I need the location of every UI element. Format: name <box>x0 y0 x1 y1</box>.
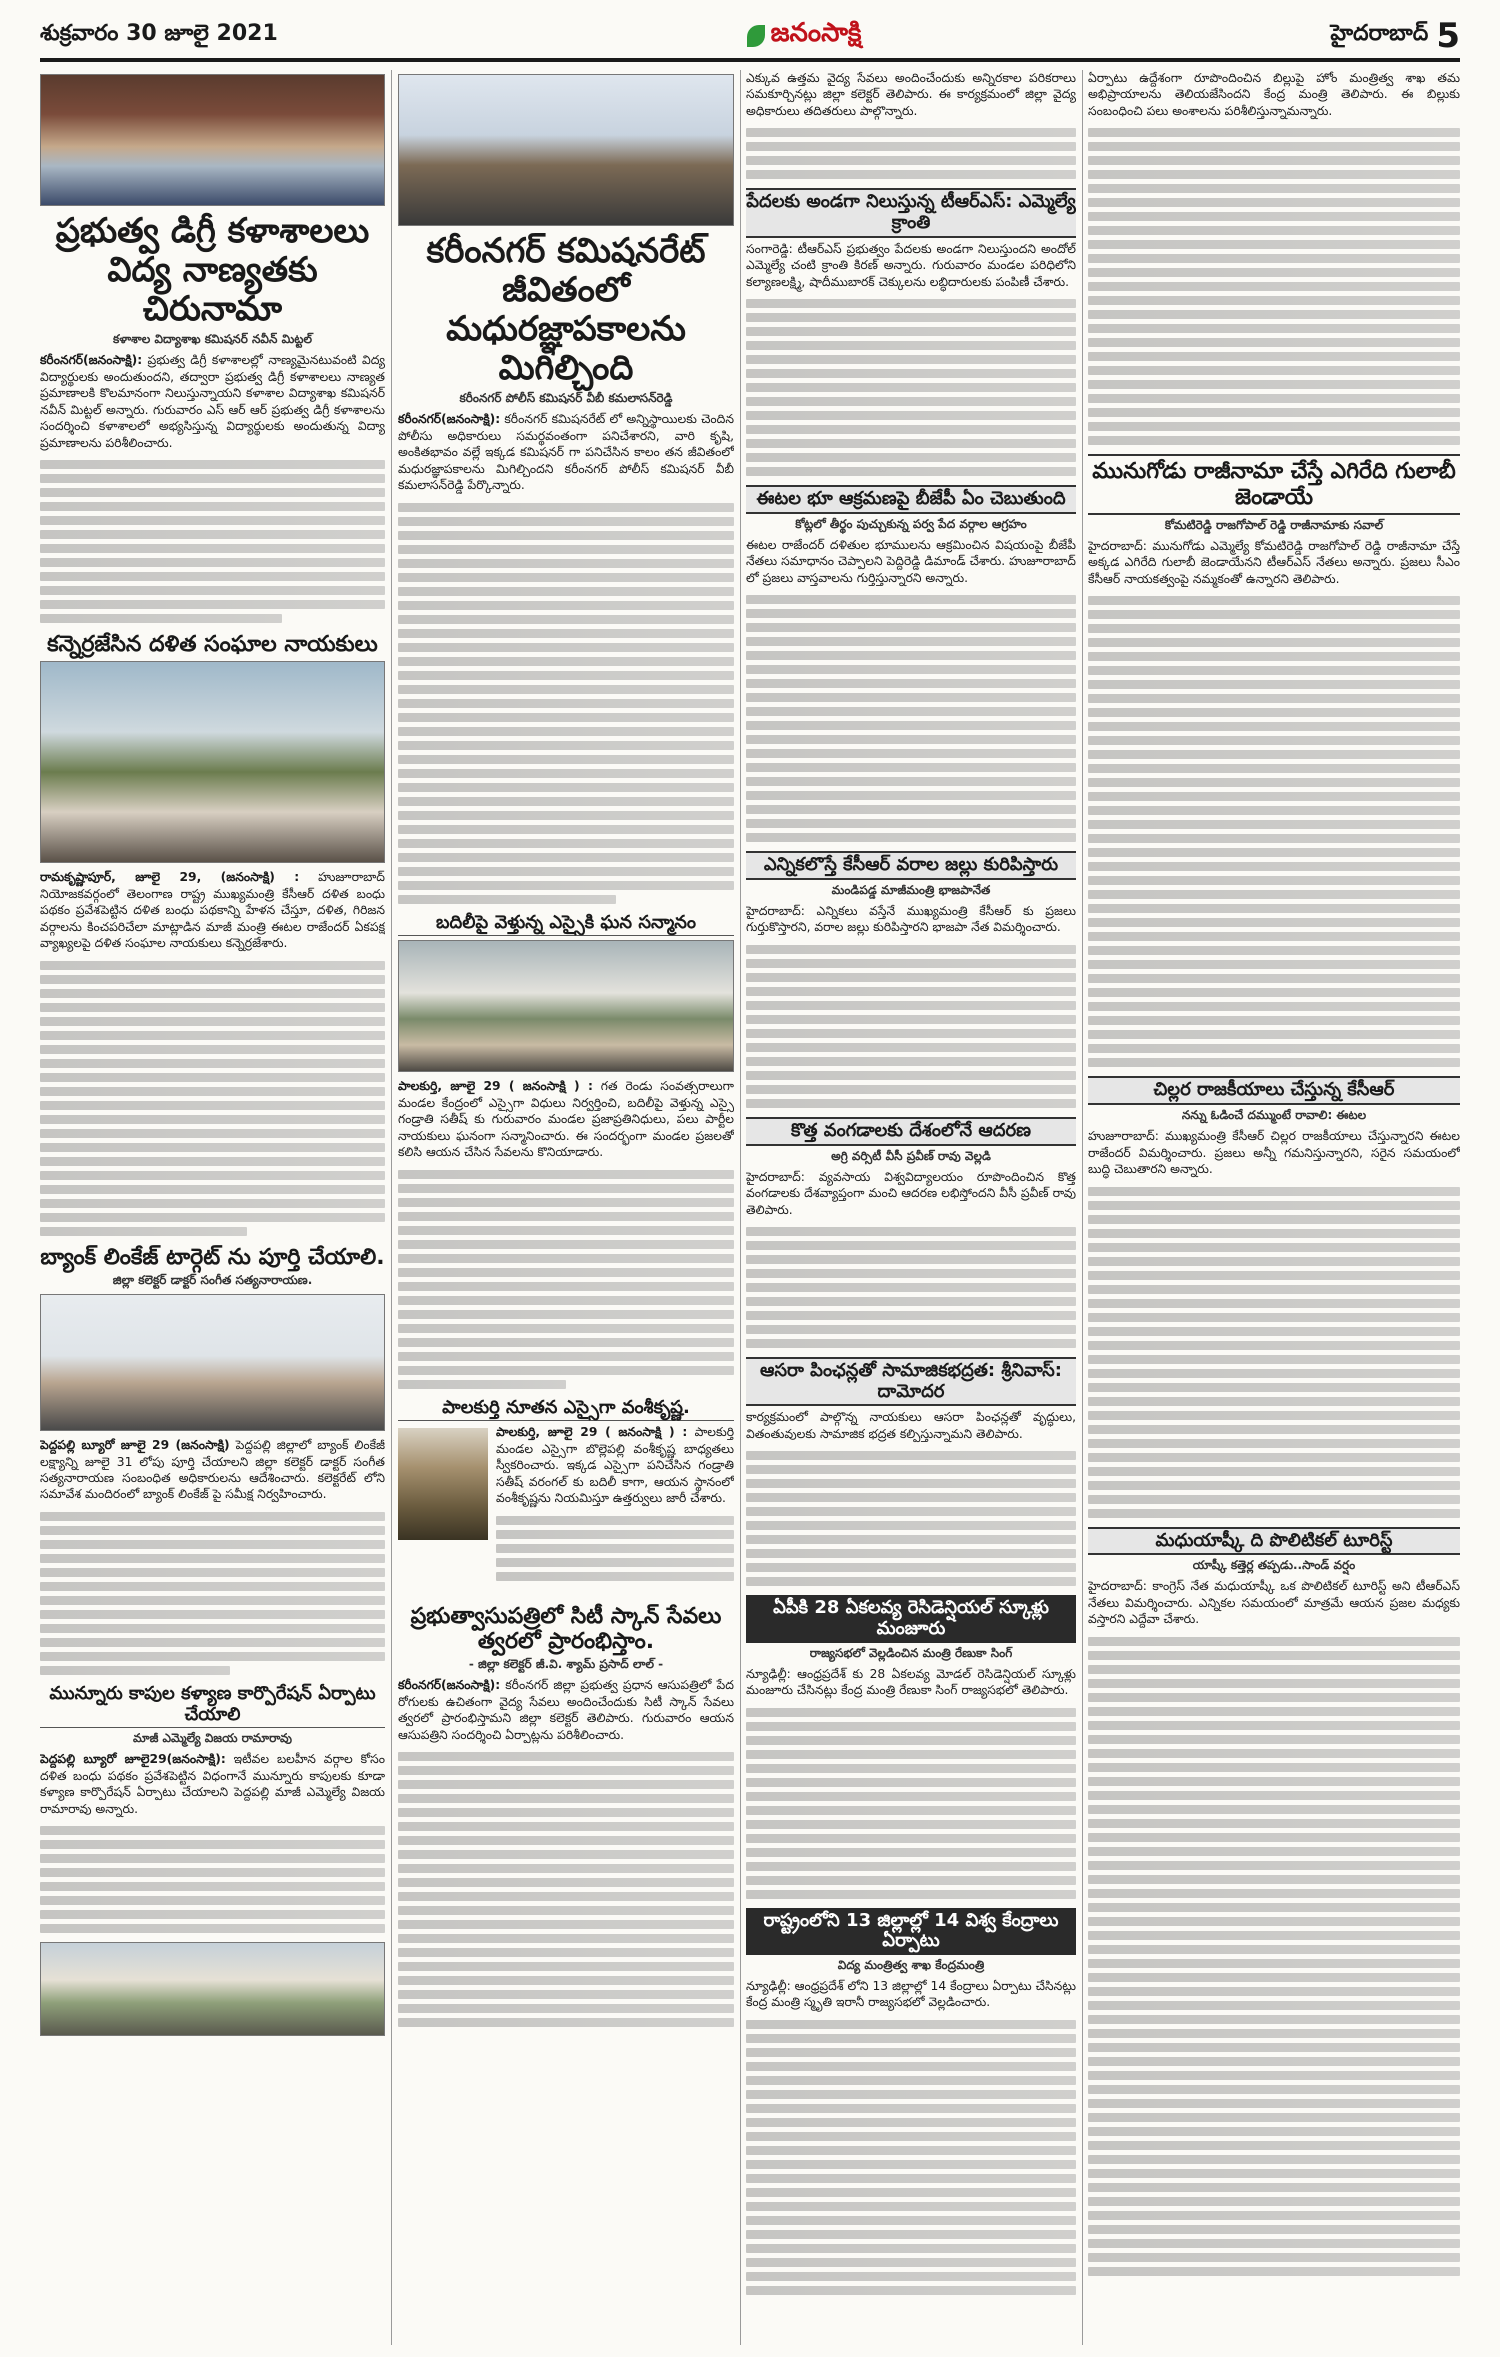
article-body <box>398 411 734 493</box>
article-body <box>40 1437 385 1503</box>
article-headline: మధుయాష్కీ ది పొలిటికల్ టూరిస్ట్ <box>1088 1527 1460 1556</box>
article-text: గత రెండు సంవత్సరాలుగా మండల కేంద్రంలో ఎస్సైగా విధులు నిర్వర్తించి, బదిలీపై వెళ్తున్న ఎస్సై గండ్రాతి సతీష్ కు గురువారం మండల ప్రజాప్రతినిధులు, పలు పార్టీల నాయకులు ఘనంగా సన్మానించారు. ఈ సందర్భంగా మండల ప్రజలతో కలిసి ఆయన చేసిన సేవలను కొనియాడారు. <box>398 1079 734 1160</box>
article-continuation <box>40 455 385 628</box>
article-headline: బ్యాంక్ లింకేజ్ టార్గెట్ ను పూర్తి చేయాలి. <box>40 1244 385 1270</box>
article-continuation <box>746 294 1076 481</box>
article-byline: మాజీ ఎమ్మెల్యే విజయ రామారావు <box>133 1731 292 1746</box>
article-body <box>398 1677 734 1743</box>
column-3 <box>746 70 1076 2345</box>
article-byline: యాష్కీ కత్తెర్ల తప్పడు..సాండ్ వర్షం <box>1192 1558 1356 1573</box>
article-text: హుజూరాబాద్ నియోజకవర్గంలో తెలంగాణ రాష్ట్ర ముఖ్యమంత్రి కేసీఆర్ దళిత బంధు పథకం ప్రవేశపెట్టిన దళిత బంధు పథకాన్ని హేళన చేస్తూ, దళిత, గిరిజన వర్గాలను కించపరిచేలా మాట్లాడిన మాజీ మంత్రి ఈటల రాజేందర్ ఏకపక్ష వ్యాఖ్యలపై దళిత సంఘాల నాయకులు కన్నెర్రజేశారు. <box>40 870 385 951</box>
article-text: ఎక్కువ ఉత్తమ వైద్య సేవలు అందించేందుకు అన్నిరకాల పరికరాలు సమకూర్చినట్లు జిల్లా కలెక్టర్ తెలిపారు. ఈ కార్యక్రమంలో జిల్లా వైద్య అధికారులు తదితరులు పాల్గొన్నారు. <box>746 71 1076 118</box>
article-text: హైదరాబాద్: కాంగ్రెస్ నేత మధుయాష్కీ ఒక పొలిటికల్ టూరిస్ట్ అని టీఆర్ఎస్ నేతలు విమర్శించారు. ఎన్నికల సమయంలో మాత్రమే ఆయన ప్రజల మధ్యకు వస్తారని ఎద్దేవా చేశారు. <box>1088 1579 1460 1627</box>
article-text: హుజూరాబాద్: ముఖ్యమంత్రి కేసీఆర్ చిల్లర రాజకీయాలు చేస్తున్నారని ఈటల రాజేందర్ విమర్శించారు. ప్రజలు అన్నీ గమనిస్తున్నారని, సరైన సమయంలో బుద్ధి చెబుతారని అన్నారు. <box>1088 1129 1460 1177</box>
article-headline: కొత్త వంగడాలకు దేశంలోనే ఆదరణ <box>746 1117 1076 1146</box>
edition-date: శుక్రవారం 30 జూలై 2021 <box>40 21 278 46</box>
article-text: సంగారెడ్డి: టీఆర్ఎస్ ప్రభుత్వం పేదలకు అండగా నిలుస్తుందని అందోల్ ఎమ్మెల్యే చంటి క్రాంతి కిరణ్ అన్నారు. గురువారం మండల పరిధిలోని కల్యాణలక్ష్మి, షాదీముబారక్ చెక్కులను లబ్ధిదారులకు పంపిణీ చేశారు. <box>746 241 1076 289</box>
article-headline: ఎన్నికలొస్తే కేసీఆర్ వరాల జల్లు కురిపిస్తారు <box>746 851 1076 880</box>
article-dateline: పాలకుర్తి, జూలై 29 ( జనంసాక్షి ) : <box>398 1079 593 1094</box>
column-divider <box>740 70 741 2345</box>
article-byline: నన్ను ఓడించే దమ్ముంటే రావాలి: ఈటల <box>1181 1108 1367 1123</box>
article-continuation <box>746 2015 1076 2300</box>
article-body <box>398 1078 734 1160</box>
article-body <box>40 1751 385 1817</box>
article-body <box>40 352 385 451</box>
article-text: ఇటీవల బలహీన వర్గాల కోసం దళిత బంధు పథకం ప్రవేశపెట్టిన విధంగానే మున్నూరు కాపులకు కూడా కళ్యాణ కార్పొరేషన్ ఏర్పాటు చేయాలని పెద్దపల్లి మాజీ ఎమ్మెల్యే విజయ రామారావు అన్నారు. <box>40 1752 385 1816</box>
article-dateline: పాలకుర్తి, జూలై 29 ( జనంసాక్షి ) : <box>496 1425 688 1440</box>
page-number: 5 <box>1436 16 1460 56</box>
article-continuation <box>398 498 734 909</box>
article-headline: కన్నెర్రజేసిన దళిత సంఘాల నాయకులు <box>47 632 378 658</box>
article-headline: పేదలకు అండగా నిలుస్తున్న టీఆర్ఎస్: ఎమ్మెల్యే క్రాంతి <box>746 188 1076 237</box>
column-1 <box>40 70 385 2345</box>
si-portrait-photo <box>398 1428 488 1540</box>
article-headline: ఈటల భూ ఆక్రమణపై బీజేపీ ఏం చెబుతుంది <box>746 485 1076 514</box>
article-dateline: కరీంనగర్(జనంసాక్షి): <box>40 353 143 368</box>
article-continuation <box>746 590 1076 847</box>
article-continuation <box>746 123 1076 184</box>
article-continuation <box>1088 1182 1460 1523</box>
article-byline: జిల్లా కలెక్టర్ డాక్టర్ సంగీత సత్యనారాయణ. <box>112 1273 313 1288</box>
article-text: న్యూఢిల్లీ: ఆంధ్రప్రదేశ్ లోని 13 జిల్లాల్లో 14 కేంద్రాలు ఏర్పాటు చేసినట్లు కేంద్ర మంత్రి స్మృతి ఇరానీ రాజ్యసభలో వెల్లడించారు. <box>746 1979 1076 2010</box>
article-byline: మండిపడ్డ మాజీమంత్రి భాజపానేత <box>831 882 991 897</box>
newspaper-name: జనంసాక్షి <box>770 18 862 48</box>
article-text: ఈటల రాజేందర్ దళితుల భూములను ఆక్రమించిన విషయంపై బీజేపీ నేతలు సమాధానం చెప్పాలని పెద్దిరెడ్డి డిమాండ్ చేశారు. హుజూరాబాద్ లో ప్రజలు వాస్తవాలను గుర్తిస్తున్నారని అన్నారు. <box>746 537 1076 585</box>
article-text: హైదరాబాద్: ఎన్నికలు వస్తేనే ముఖ్యమంత్రి కేసీఆర్ కు ప్రజలు గుర్తుకొస్తారని, వరాల జల్లు కురిపిస్తారని భాజపా నేత విమర్శించారు. <box>746 903 1076 935</box>
article-text: పాలకుర్తి మండల ఎస్సైగా బొల్లెపల్లి వంశీకృష్ణ బాధ్యతలు స్వీకరించారు. ఇక్కడ ఎస్సైగా పనిచేసిన గండ్రాతి సతీష్ వరంగల్ కు బదిలీ కాగా, ఆయన స్థానంలో వంశీకృష్ణను నియమిస్తూ ఉత్తర్వులు జారీ చేశారు. <box>496 1425 734 1506</box>
article-headline: ఏపీకి 28 ఏకలవ్య రెసిడెన్షియల్ స్కూళ్లు మంజూరు <box>746 1595 1076 1642</box>
article-byline: రాజ్యసభలో వెల్లడించిన మంత్రి రేణుకా సింగ్ <box>809 1645 1013 1660</box>
article-headline: మున్నూరు కాపుల కళ్యాణ కార్పొరేషన్ ఏర్పాటు చేయాలి <box>40 1684 385 1728</box>
article-text: కార్యక్రమంలో పాల్గొన్న నాయకులు ఆసరా పింఛన్లతో వృద్ధులు, వితంతువులకు సామాజిక భద్రత కల్పిస్తున్నామని తెలిపారు. <box>746 1410 1076 1441</box>
leaders-meeting-photo <box>40 1942 385 2036</box>
article-headline: కరీంనగర్ కమిషనరేట్ జీవితంలో మధురజ్ఞాపకాలను మిగిల్చింది <box>426 231 706 389</box>
article-continuation <box>1088 123 1460 450</box>
article-byline: - జిల్లా కలెక్టర్ జీ.వి. శ్యామ్ ప్రసాద్ లాల్ - <box>468 1657 664 1672</box>
police-officials-photo <box>398 74 734 226</box>
article-text: హైదరాబాద్: మునుగోడు ఎమ్మెల్యే కోమటిరెడ్డి రాజగోపాల్ రెడ్డి రాజీనామా చేస్తే అక్కడ ఎగిరేది గులాబీ జెండాయేనని టీఆర్ఎస్ నేతలు అన్నారు. ప్రజలు సీఎం కేసీఆర్ నాయకత్వంపై నమ్మకంతో ఉన్నారని తెలిపారు. <box>1088 539 1460 586</box>
article-text: కరీంనగర్ జిల్లా ప్రభుత్వ ప్రధాన ఆసుపత్రిలో పేద రోగులకు ఉచితంగా వైద్య సేవలు అందించేందుకు సిటీ స్కాన్ సేవలు త్వరలో ప్రారంభిస్తామని జిల్లా కలెక్టర్ తెలిపారు. గురువారం ఆయన ఆసుపత్రిని సందర్శించి ఏర్పాట్లను పరిశీలించారు. <box>398 1678 734 1742</box>
article-byline: కళాశాల విద్యాశాఖ కమిషనర్ నవీన్ మిట్టల్ <box>112 332 313 347</box>
article-continuation <box>746 940 1076 1113</box>
page-info <box>1330 16 1460 56</box>
article-byline: కోట్లలో తీర్థం పుచ్చుకున్న పర్వ పేద వర్గాల ఆగ్రహం <box>795 516 1027 531</box>
article-headline: ప్రభుత్వ డిగ్రీ కళాశాలలు విద్య నాణ్యతకు చిరునామా <box>55 211 370 330</box>
article-text: ఏర్పాటు ఉద్దేశంగా రూపొందించిన బిల్లుపై హోం మంత్రిత్వ శాఖ తమ అభిప్రాయాలను తెలియజేసిందని కేంద్ర మంత్రి తెలిపారు. ఈ బిల్లుకు సంబంధించి పలు అంశాలను పరిశీలిస్తున్నామన్నారు. <box>1088 71 1460 118</box>
article-byline: కరీంనగర్ పోలీస్ కమిషనర్ వీబీ కమలాసన్‌రెడ్డి <box>459 391 673 406</box>
article-text: హైదరాబాద్: వ్యవసాయ విశ్వవిద్యాలయం రూపొందించిన కొత్త వంగడాలకు దేశవ్యాప్తంగా మంచి ఆదరణ లభిస్తోందని వీసీ ప్రవీణ్ రావు తెలిపారు. <box>746 1169 1076 1217</box>
article-continuation <box>398 1747 734 2032</box>
article-headline: మునుగోడు రాజీనామా చేస్తే ఎగిరేది గులాబీ జెండాయే <box>1088 454 1460 515</box>
column-4 <box>1088 70 1460 2345</box>
article-text: పెద్దపల్లి జిల్లాలో బ్యాంక్ లింకేజీ లక్ష్యాన్ని జూలై 31 లోపు పూర్తి చేయాలని జిల్లా కలెక్టర్ డాక్టర్ సంగీత సత్యనారాయణ సంబంధిత అధికారులను ఆదేశించారు. కలెక్టరేట్ లోని సమావేశ మందిరంలో బ్యాంక్ లింకేజ్ పై సమీక్ష నిర్వహించారు. <box>40 1438 385 1502</box>
article-headline: బదిలీపై వెళ్తున్న ఎస్సైకి ఘన సన్మానం <box>398 913 734 937</box>
masthead <box>40 14 1460 62</box>
article-dateline: కరీంనగర్(జనంసాక్షి): <box>398 412 501 427</box>
article-continuation <box>1088 591 1460 1072</box>
article-continuation <box>496 1511 734 1586</box>
article-byline: విద్య మంత్రిత్వ శాఖ కేంద్రమంత్రి <box>837 1958 985 1972</box>
article-headline: చిల్లర రాజకీయాలు చేస్తున్న కేసీఆర్ <box>1088 1076 1460 1105</box>
column-divider <box>391 70 392 2345</box>
article-body <box>40 869 385 951</box>
collector-meeting-photo <box>40 1294 385 1431</box>
protest-group-photo <box>40 661 385 863</box>
article-text: ప్రభుత్వ డిగ్రీ కళాశాలల్లో నాణ్యమైనటువంటి విద్య విద్యార్థులకు అందుతుందని, తద్వారా ప్రభుత్వ డిగ్రీ కళాశాలలు నాణ్యత ప్రమాణాలకి కొలమానంగా నిలుస్తున్నాయని కళాశాల విద్యాశాఖ కమిషనర్ నవీన్ మిట్టల్ అన్నారు. గురువారం ఎస్ ఆర్ ఆర్ ప్రభుత్వ డిగ్రీ కళాశాలను సందర్శించి కళాశాలలో అభ్యసిస్తున్న విద్యార్థులకు అందుతున్న విద్యా ప్రమాణాలను పరిశీలించారు. <box>40 353 385 450</box>
article-dateline: పెద్దపల్లి బ్యూరో జూలై 29 (జనంసాక్షి) <box>40 1438 230 1453</box>
article-continuation <box>1088 1632 1460 2281</box>
newspaper-logo <box>747 18 862 54</box>
article-continuation <box>40 1507 385 1680</box>
article-byline: కోమటిరెడ్డి రాజగోపాల్ రెడ్డి రాజీనామాకు సవాల్ <box>1164 518 1384 532</box>
article-headline: పాలకుర్తి నూతన ఎస్సైగా వంశీకృష్ణ. <box>398 1398 734 1422</box>
article-text: న్యూఢిల్లీ: ఆంధ్రప్రదేశ్ కు 28 ఏకలవ్య మోడల్ రెసిడెన్షియల్ స్కూళ్లు మంజూరు చేసినట్లు కేంద్ర మంత్రి రేణుకా సింగ్ రాజ్యసభలో తెలిపారు. <box>746 1666 1076 1698</box>
article-continuation <box>746 1446 1076 1591</box>
edition-city: హైదరాబాద్ <box>1330 21 1429 46</box>
article-dateline: పెద్దపల్లి బ్యూరో జూలై29(జనంసాక్షి): <box>40 1752 226 1767</box>
article-text: కరీంనగర్ కమిషనరేట్ లో అన్నిస్థాయిలకు చెందిన పోలీసు అధికారులు సమర్థవంతంగా పనిచేశారని, వారి కృషి, అంకితభావం వల్లే ఇక్కడ కమిషనర్ గా పనిచేసిన కాలం తన జీవితంలో మధురజ్ఞాపకాలను మిగిల్చిందని కరీంనగర్ పోలీస్ కమిషనర్ వీబీ కమలాసన్‌రెడ్డి పేర్కొన్నారు. <box>398 412 734 493</box>
felicitation-photo <box>398 940 734 1072</box>
article-continuation <box>398 1165 734 1394</box>
column-2 <box>398 70 734 2345</box>
article-byline: అగ్రి వర్సిటీ వీసీ ప్రవీణ్ రావు వెల్లడి <box>831 1148 991 1163</box>
article-headline: ఆసరా పింఛన్లతో సామాజికభద్రత: శ్రీనివాస్: దామోదర <box>746 1357 1076 1406</box>
article-continuation <box>746 1222 1076 1353</box>
article-headline: ప్రభుత్వాసుపత్రిలో సిటీ స్కాన్ సేవలు త్వరలో ప్రారంభిస్తాం. <box>410 1603 722 1655</box>
college-event-photo <box>40 74 385 206</box>
article-dateline: కరీంనగర్(జనంసాక్షి): <box>398 1678 501 1693</box>
article-dateline: రామకృష్ణాపూర్, జూలై 29, (జనంసాక్షి) : <box>40 870 300 885</box>
column-divider <box>1082 70 1083 2345</box>
article-continuation <box>40 956 385 1241</box>
article-headline: రాష్ట్రంలోని 13 జిల్లాల్లో 14 విశ్వ కేంద్రాలు ఏర్పాటు <box>746 1908 1076 1955</box>
article-continuation <box>40 1821 385 1938</box>
article-continuation <box>746 1703 1076 1904</box>
leaf-icon <box>747 25 765 47</box>
